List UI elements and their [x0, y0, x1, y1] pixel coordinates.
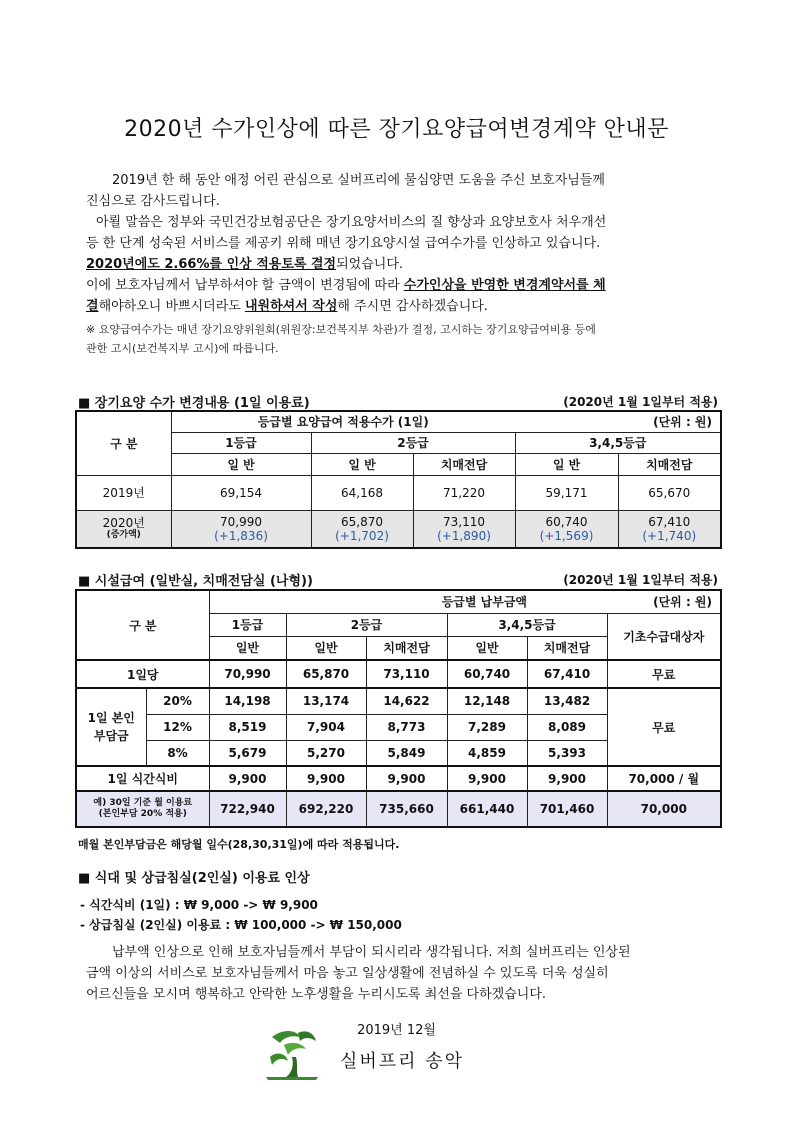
cell-value: 13,482 — [527, 688, 607, 714]
intro-highlight: 결 — [86, 299, 99, 314]
cell-value — [171, 510, 311, 548]
cell-value: 5,679 — [209, 740, 286, 766]
document-date: 2019년 12월 — [357, 1023, 436, 1038]
increase-value: (+1,836) — [214, 528, 268, 543]
section2-heading: ■ 시설급여 (일반실, 치매전담실 (나형)) — [78, 574, 313, 589]
subcol-header: 일 반 — [171, 453, 311, 475]
grade-header: 2등급 — [311, 432, 515, 453]
cell-value: 71,220 — [413, 475, 515, 510]
row-label-year: 2020년 — [102, 516, 145, 531]
row-label — [76, 510, 171, 548]
row-label-line: 1일 본인 — [87, 711, 135, 725]
row-label — [76, 791, 209, 827]
silverfree-logo-icon — [262, 1027, 322, 1081]
basic-recipient-header: 기초수급대상자 — [607, 613, 721, 660]
cell-value: 7,904 — [286, 714, 366, 740]
subcol-header: 일 반 — [515, 453, 618, 475]
rate-label: 20% — [146, 688, 209, 714]
row-label: 1일 식간식비 — [76, 766, 209, 791]
cell-value: 4,859 — [447, 740, 527, 766]
cell-value: 8,519 — [209, 714, 286, 740]
table-unit: (단위 : 원) — [515, 411, 721, 432]
cell-value: 14,198 — [209, 688, 286, 714]
row-label-sub: (증가액) — [106, 530, 141, 541]
table-row — [76, 510, 721, 548]
fee-note — [86, 320, 711, 358]
cell-value: 67,410 — [527, 660, 607, 688]
intro-line: 진심으로 감사드립니다. — [86, 194, 220, 209]
subcol-header: 일반 — [447, 636, 527, 660]
intro-line: 등 한 단계 성숙된 서비스를 제공키 위해 매년 장기요양시설 급여수가를 인상하고 있습니다. — [86, 236, 601, 251]
subcol-header: 일반 — [286, 636, 366, 660]
section1-heading: ■ 장기요양 수가 변경내용 (1일 이용료) — [78, 396, 310, 411]
grade-header: 2등급 — [286, 613, 447, 636]
section3-heading: ■ 식대 및 상급침실(2인실) 이용료 인상 — [78, 871, 310, 886]
intro-highlight: 내원하셔서 작성 — [244, 299, 338, 314]
intro-text: 해 주시면 감사하겠습니다. — [337, 299, 488, 314]
cell-value: 70,990 — [209, 660, 286, 688]
cell-value: 무료 — [607, 660, 721, 688]
table-row — [76, 766, 721, 791]
cell-value: 12,148 — [447, 688, 527, 714]
cell-value: 9,900 — [286, 766, 366, 791]
cell-value: 692,220 — [286, 791, 366, 827]
grade-header: 3,4,5등급 — [515, 432, 721, 453]
row-label: 2019년 — [76, 475, 171, 510]
cell-value: 73,110 — [366, 660, 447, 688]
table-unit: (단위 : 원) — [527, 590, 721, 613]
section2-effective-date: (2020년 1월 1일부터 적용) — [563, 573, 718, 587]
increase-value: (+1,740) — [642, 528, 697, 543]
cell-value: 701,460 — [527, 791, 607, 827]
note-line: 관한 고시(보건복지부 고시)에 따릅니다. — [86, 342, 279, 355]
cell-value: 722,940 — [209, 791, 286, 827]
row-label-line: (본인부담 20% 적용) — [98, 809, 187, 819]
closing-line: 금액 이상의 서비스로 보호자님들께서 마음 놓고 일상생활에 전념하실 수 있도록 더욱 성실히 — [86, 966, 609, 981]
cell-value — [311, 510, 413, 548]
cell-value — [618, 510, 721, 548]
value: 73,110 — [443, 514, 485, 529]
value: 65,870 — [341, 514, 383, 529]
intro-paragraph — [86, 170, 711, 317]
list-item: - 식간식비 (1일) : ₩ 9,000 -> ₩ 9,900 — [80, 898, 318, 912]
table-group-header: 등급별 요양급여 적용수가 (1일) — [171, 411, 515, 432]
increase-value: (+1,890) — [437, 528, 491, 543]
cell-value: 64,168 — [311, 475, 413, 510]
subcol-header: 치매전담 — [618, 453, 721, 475]
intro-highlight: 수가인상을 반영한 변경계약서를 체 — [403, 278, 606, 293]
row-label: 1일당 — [76, 660, 209, 688]
fee-change-table — [75, 410, 722, 549]
value: 70,990 — [220, 514, 262, 529]
cell-value: 8,089 — [527, 714, 607, 740]
table-header-gubun: 구 분 — [76, 411, 171, 475]
closing-line: 어르신들을 모시며 행복하고 안락한 노후생활을 누리시도록 최선을 다하겠습니다. — [86, 987, 547, 1002]
cell-value: 5,849 — [366, 740, 447, 766]
cell-value: 65,670 — [618, 475, 721, 510]
intro-line: 2019년 한 해 동안 애정 어린 관심으로 실버프리에 물심양면 도움을 주신 보호자님들께 — [112, 173, 605, 188]
cell-value: 9,900 — [447, 766, 527, 791]
cell-value: 661,440 — [447, 791, 527, 827]
intro-highlight: 2020년에도 2.66%를 인상 적용토록 결정 — [86, 257, 337, 272]
cell-value — [515, 510, 618, 548]
cell-value: 65,870 — [286, 660, 366, 688]
row-label-line: 부담금 — [93, 729, 129, 743]
cell-value: 70,000 / 월 — [607, 766, 721, 791]
intro-text: 이에 보호자님께서 납부하셔야 할 금액이 변경됨에 따라 — [86, 278, 404, 293]
table-row — [76, 688, 721, 714]
cell-value: 70,000 — [607, 791, 721, 827]
increase-value: (+1,702) — [335, 528, 389, 543]
row-label — [76, 688, 146, 766]
table-row — [76, 791, 721, 827]
facility-fee-table — [75, 589, 722, 828]
closing-line: 납부액 인상으로 인해 보호자님들께서 부담이 되시리라 생각됩니다. 저희 실버프리는 인상된 — [112, 945, 631, 960]
subcol-header: 치매전담 — [366, 636, 447, 660]
subcol-header: 치매전담 — [413, 453, 515, 475]
cell-value: 9,900 — [366, 766, 447, 791]
cell-value: 14,622 — [366, 688, 447, 714]
cell-value: 59,171 — [515, 475, 618, 510]
subcol-header: 일반 — [209, 636, 286, 660]
note-line: ※ 요양급여수가는 매년 장기요양위원회(위원장:보건복지부 차관)가 결정, 고시하는 장기요양급여비용 등에 — [86, 323, 596, 336]
section1-effective-date: (2020년 1월 1일부터 적용) — [563, 395, 718, 409]
grade-header: 1등급 — [209, 613, 286, 636]
intro-text: 해야하오니 바쁘시더라도 — [98, 299, 245, 314]
grade-header: 3,4,5등급 — [447, 613, 607, 636]
table-row — [76, 475, 721, 510]
row-label-line: 예) 30일 기준 월 이용료 — [93, 798, 193, 808]
table-row — [76, 660, 721, 688]
cell-value: 5,270 — [286, 740, 366, 766]
rate-label: 8% — [146, 740, 209, 766]
cell-value: 13,174 — [286, 688, 366, 714]
cell-value: 8,773 — [366, 714, 447, 740]
value: 67,410 — [648, 514, 691, 529]
cell-value: 5,393 — [527, 740, 607, 766]
intro-text: 되었습니다. — [336, 257, 404, 272]
table-group-header: 등급별 납부금액 — [209, 590, 527, 613]
subcol-header: 일 반 — [311, 453, 413, 475]
grade-header: 1등급 — [171, 432, 311, 453]
closing-paragraph — [86, 942, 711, 1005]
rate-label: 12% — [146, 714, 209, 740]
table-footnote: 매월 본인부담금은 해당월 일수(28,30,31일)에 따라 적용됩니다. — [78, 838, 400, 851]
cell-value: 7,289 — [447, 714, 527, 740]
page-title: 2020년 수가인상에 따른 장기요양급여변경계약 안내문 — [124, 117, 669, 142]
cell-value: 9,900 — [209, 766, 286, 791]
cell-value — [413, 510, 515, 548]
increase-value: (+1,569) — [539, 528, 594, 543]
intro-line: 아뢸 말씀은 정부와 국민건강보험공단은 장기요양서비스의 질 향상과 요양보호사 처우개선 — [96, 215, 607, 230]
value: 60,740 — [545, 514, 588, 529]
cell-value: 735,660 — [366, 791, 447, 827]
cell-value: 69,154 — [171, 475, 311, 510]
list-item: - 상급침실 (2인실) 이용료 : ₩ 100,000 -> ₩ 150,000 — [80, 918, 402, 932]
organization-name: 실버프리 송악 — [340, 1051, 465, 1072]
cell-value: 무료 — [607, 688, 721, 766]
cell-value: 9,900 — [527, 766, 607, 791]
subcol-header: 치매전담 — [527, 636, 607, 660]
cell-value: 60,740 — [447, 660, 527, 688]
table-header-gubun: 구 분 — [76, 590, 209, 660]
